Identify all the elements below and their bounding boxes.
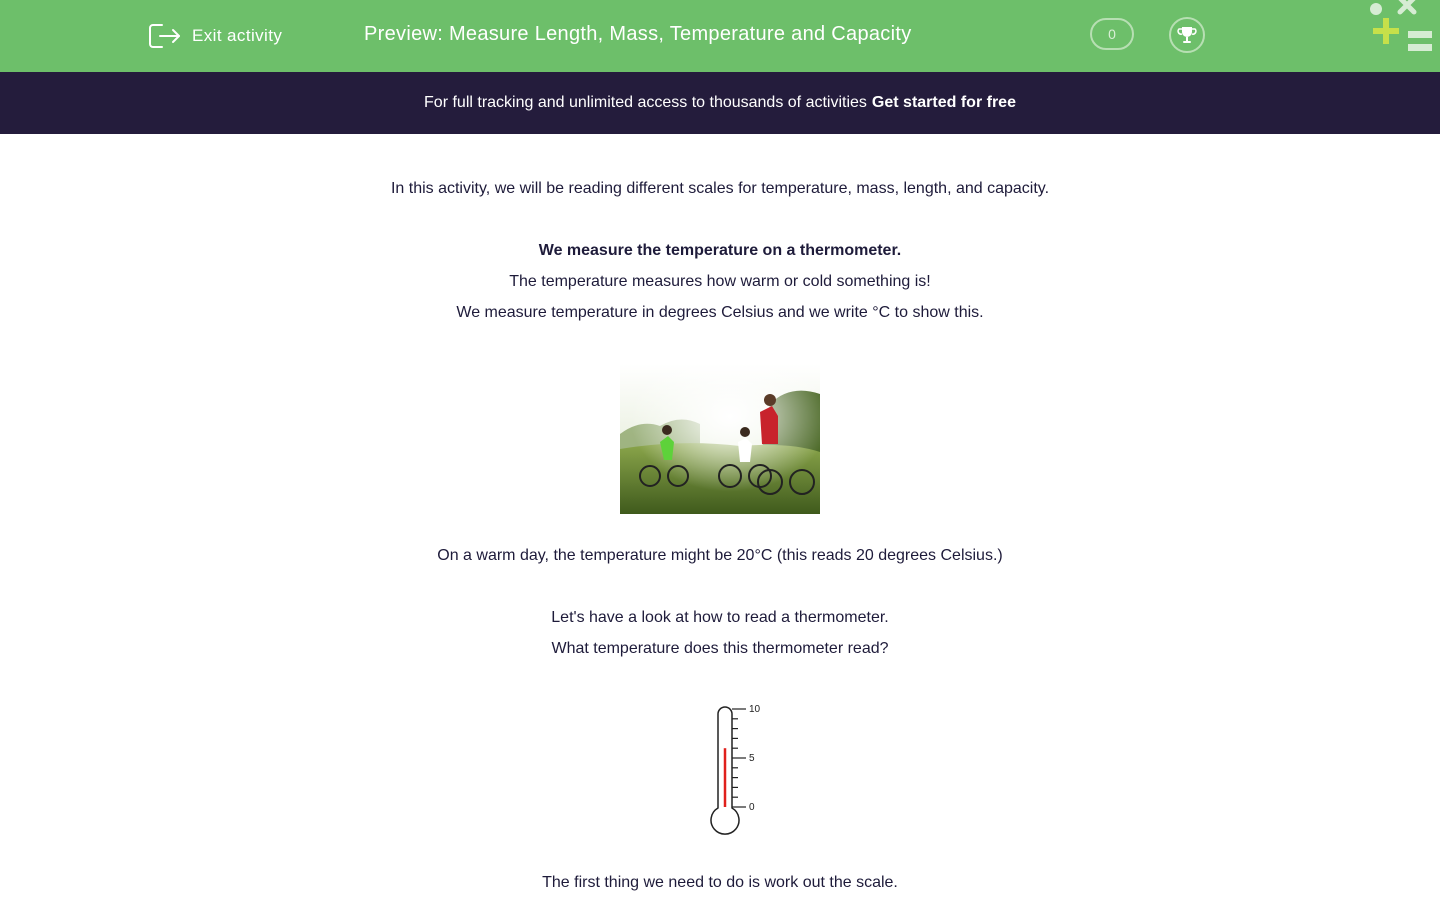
- tick-label-5: 5: [749, 753, 755, 764]
- body-line-1: The temperature measures how warm or cold something is!: [509, 273, 931, 290]
- body-line-2: We measure temperature in degrees Celsius and we write °C to show this.: [456, 304, 984, 321]
- brand-logo: [1366, 0, 1440, 60]
- look-text: Let's have a look at how to read a thermometer.: [551, 609, 889, 626]
- exit-activity-label: Exit activity: [192, 26, 283, 45]
- promo-banner: [0, 72, 1440, 134]
- cyclists-photo: [620, 364, 820, 514]
- page-title: Preview: Measure Length, Mass, Temperature and Capacity: [364, 23, 912, 45]
- top-bar: [0, 0, 1440, 72]
- exit-icon: [148, 21, 182, 51]
- score-badge: 0: [1090, 18, 1134, 50]
- trophy-icon: [1176, 24, 1198, 46]
- intro-text: In this activity, we will be reading different scales for temperature, mass, length, and capacity.: [390, 180, 1050, 197]
- warm-day-text: On a warm day, the temperature might be 20°C (this reads 20 degrees Celsius.): [437, 547, 1003, 564]
- tick-label-0: 0: [749, 802, 755, 813]
- question-text: What temperature does this thermometer read?: [551, 640, 889, 657]
- thermometer-diagram: [700, 700, 770, 840]
- get-started-link[interactable]: Get started for free: [871, 94, 1016, 111]
- trophy-button[interactable]: [1169, 17, 1205, 53]
- banner-text: For full tracking and unlimited access to thousands of activities: [424, 94, 867, 111]
- section-heading: We measure the temperature on a thermometer.: [538, 242, 902, 259]
- scale-text: The first thing we need to do is work out the scale.: [542, 874, 898, 891]
- tick-label-10: 10: [749, 704, 761, 715]
- exit-activity-button[interactable]: [148, 20, 282, 52]
